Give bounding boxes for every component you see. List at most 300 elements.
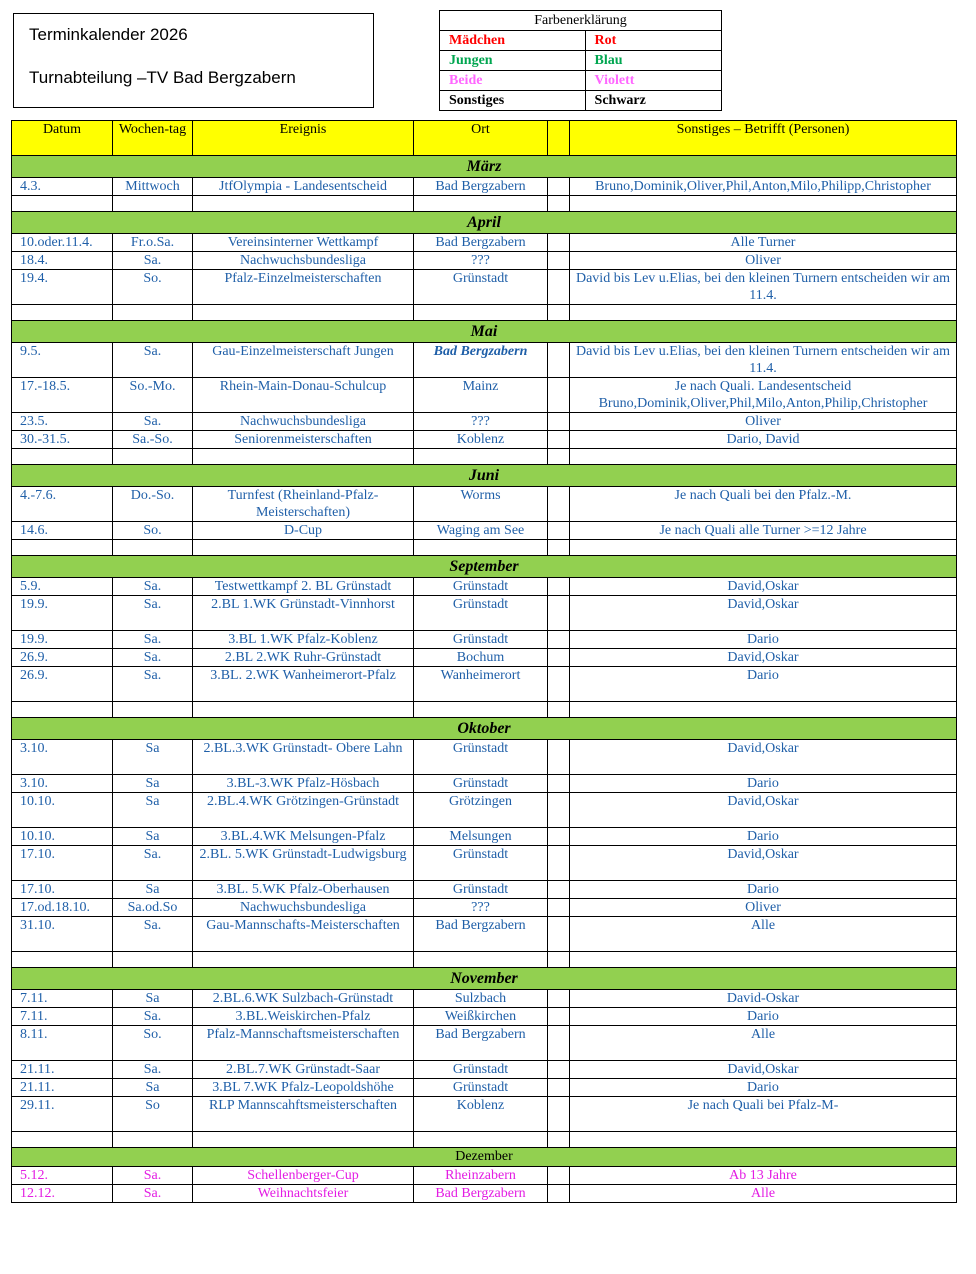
month-label: November	[12, 968, 957, 990]
event-cell: 2.BL 2.WK Ruhr-Grünstadt	[193, 649, 414, 667]
weekday-cell: Do.-So.	[113, 487, 193, 522]
column-header-blank	[548, 121, 570, 156]
month-header-row	[12, 718, 957, 740]
color-legend	[439, 10, 722, 111]
table-row	[12, 178, 957, 196]
event-cell: Pfalz-Einzelmeisterschaften	[193, 270, 414, 305]
blank-cell	[548, 1008, 570, 1026]
date-cell: 3.10.	[12, 775, 113, 793]
table-row	[12, 846, 957, 881]
location-cell: Bad Bergzabern	[414, 917, 548, 952]
location-cell: Grünstadt	[414, 740, 548, 775]
table-row	[12, 270, 957, 305]
column-header-ort: Ort	[414, 121, 548, 156]
weekday-cell: Sa.-So.	[113, 431, 193, 449]
location-cell: Mainz	[414, 378, 548, 413]
weekday-cell: Sa.	[113, 667, 193, 702]
event-cell: Schellenberger-Cup	[193, 1167, 414, 1185]
weekday-cell: Sa.	[113, 1008, 193, 1026]
location-cell: Bad Bergzabern	[414, 343, 548, 378]
date-cell: 10.oder.11.4.	[12, 234, 113, 252]
blank-cell	[548, 522, 570, 540]
event-cell: 2.BL.6.WK Sulzbach-Grünstadt	[193, 990, 414, 1008]
weekday-cell: Sa	[113, 828, 193, 846]
event-cell: Vereinsinterner Wettkampf	[193, 234, 414, 252]
event-cell: D-Cup	[193, 522, 414, 540]
event-cell: Gau-Mannschafts-Meisterschaften	[193, 917, 414, 952]
empty-cell	[548, 449, 570, 465]
empty-cell	[414, 449, 548, 465]
date-cell: 8.11.	[12, 1026, 113, 1061]
empty-cell	[113, 702, 193, 718]
weekday-cell: So.	[113, 270, 193, 305]
legend-row	[440, 31, 722, 51]
table-row	[12, 631, 957, 649]
persons-cell: Dario	[570, 667, 957, 702]
event-cell: Seniorenmeisterschaften	[193, 431, 414, 449]
location-cell: ???	[414, 252, 548, 270]
event-cell: Testwettkampf 2. BL Grünstadt	[193, 578, 414, 596]
spacer-row	[12, 305, 957, 321]
event-cell: 3.BL 1.WK Pfalz-Koblenz	[193, 631, 414, 649]
table-row	[12, 1167, 957, 1185]
empty-cell	[414, 305, 548, 321]
legend-title: Farbenerklärung	[440, 11, 722, 31]
persons-cell: Oliver	[570, 413, 957, 431]
spacer-row	[12, 952, 957, 968]
persons-cell: David-Oskar	[570, 990, 957, 1008]
table-row	[12, 740, 957, 775]
blank-cell	[548, 846, 570, 881]
persons-cell: Alle	[570, 1185, 957, 1203]
table-row	[12, 828, 957, 846]
event-cell: RLP Mannscahftsmeisterschaften	[193, 1097, 414, 1132]
table-row	[12, 881, 957, 899]
date-cell: 17.od.18.10.	[12, 899, 113, 917]
table-row	[12, 1061, 957, 1079]
location-cell: Grünstadt	[414, 631, 548, 649]
persons-cell: Alle	[570, 917, 957, 952]
empty-cell	[548, 305, 570, 321]
blank-cell	[548, 740, 570, 775]
empty-cell	[548, 540, 570, 556]
location-cell: Bochum	[414, 649, 548, 667]
weekday-cell: Sa.	[113, 596, 193, 631]
weekday-cell: Sa.	[113, 917, 193, 952]
weekday-cell: Sa.	[113, 1185, 193, 1203]
legend-row	[440, 71, 722, 91]
persons-cell: Bruno,Dominik,Oliver,Phil,Anton,Milo,Philipp,Christopher	[570, 178, 957, 196]
blank-cell	[548, 881, 570, 899]
date-cell: 30.-31.5.	[12, 431, 113, 449]
weekday-cell: Sa.	[113, 631, 193, 649]
date-cell: 29.11.	[12, 1097, 113, 1132]
column-header-ereignis: Ereignis	[193, 121, 414, 156]
date-cell: 26.9.	[12, 667, 113, 702]
blank-cell	[548, 378, 570, 413]
empty-cell	[548, 952, 570, 968]
empty-cell	[570, 449, 957, 465]
location-cell: Bad Bergzabern	[414, 1185, 548, 1203]
date-cell: 26.9.	[12, 649, 113, 667]
event-cell: JtfOlympia - Landesentscheid	[193, 178, 414, 196]
persons-cell: Oliver	[570, 252, 957, 270]
month-label: März	[12, 156, 957, 178]
date-cell: 31.10.	[12, 917, 113, 952]
weekday-cell: Sa	[113, 1079, 193, 1097]
legend-label: Jungen	[440, 51, 586, 71]
table-row	[12, 899, 957, 917]
empty-cell	[113, 449, 193, 465]
event-cell: 2.BL 1.WK Grünstadt-Vinnhorst	[193, 596, 414, 631]
location-cell: Grötzingen	[414, 793, 548, 828]
persons-cell: Je nach Quali. Landesentscheid Bruno,Dominik,Oliver,Phil,Milo,Anton,Philip,Christopher	[570, 378, 957, 413]
location-cell: Bad Bergzabern	[414, 178, 548, 196]
location-cell: ???	[414, 899, 548, 917]
weekday-cell: Sa	[113, 990, 193, 1008]
legend-label: Beide	[440, 71, 586, 91]
table-row	[12, 252, 957, 270]
event-cell: 3.BL.4.WK Melsungen-Pfalz	[193, 828, 414, 846]
empty-cell	[570, 540, 957, 556]
table-header-row	[12, 121, 957, 156]
table-row	[12, 431, 957, 449]
blank-cell	[548, 413, 570, 431]
table-row	[12, 487, 957, 522]
table-row	[12, 667, 957, 702]
persons-cell: David,Oskar	[570, 846, 957, 881]
blank-cell	[548, 917, 570, 952]
blank-cell	[548, 1097, 570, 1132]
table-row	[12, 990, 957, 1008]
weekday-cell: So	[113, 1097, 193, 1132]
date-cell: 21.11.	[12, 1079, 113, 1097]
column-header-personen: Sonstiges – Betrifft (Personen)	[570, 121, 957, 156]
weekday-cell: Sa	[113, 793, 193, 828]
empty-cell	[193, 540, 414, 556]
location-cell: Grünstadt	[414, 881, 548, 899]
weekday-cell: Fr.o.Sa.	[113, 234, 193, 252]
persons-cell: David,Oskar	[570, 596, 957, 631]
department-name: Turnabteilung –TV Bad Bergzabern	[29, 68, 296, 87]
blank-cell	[548, 990, 570, 1008]
empty-cell	[193, 702, 414, 718]
persons-cell: David,Oskar	[570, 649, 957, 667]
persons-cell: Je nach Quali bei Pfalz-M-	[570, 1097, 957, 1132]
weekday-cell: Sa	[113, 775, 193, 793]
blank-cell	[548, 631, 570, 649]
month-label: Dezember	[12, 1148, 957, 1167]
event-cell: 2.BL.3.WK Grünstadt- Obere Lahn	[193, 740, 414, 775]
empty-cell	[193, 305, 414, 321]
table-row	[12, 793, 957, 828]
location-cell: Grünstadt	[414, 846, 548, 881]
date-cell: 7.11.	[12, 990, 113, 1008]
month-header-row	[12, 1148, 957, 1167]
date-cell: 14.6.	[12, 522, 113, 540]
empty-cell	[414, 702, 548, 718]
persons-cell: Dario	[570, 828, 957, 846]
month-label: April	[12, 212, 957, 234]
empty-cell	[414, 952, 548, 968]
persons-cell: Dario, David	[570, 431, 957, 449]
table-row	[12, 1185, 957, 1203]
empty-cell	[414, 196, 548, 212]
location-cell: Bad Bergzabern	[414, 234, 548, 252]
persons-cell: Oliver	[570, 899, 957, 917]
month-header-row	[12, 968, 957, 990]
month-header-row	[12, 156, 957, 178]
legend-row	[440, 51, 722, 71]
persons-cell: Alle Turner	[570, 234, 957, 252]
event-cell: 3.BL. 5.WK Pfalz-Oberhausen	[193, 881, 414, 899]
date-cell: 5.12.	[12, 1167, 113, 1185]
empty-cell	[193, 952, 414, 968]
month-label: September	[12, 556, 957, 578]
persons-cell: David,Oskar	[570, 578, 957, 596]
date-cell: 19.9.	[12, 596, 113, 631]
weekday-cell: Sa	[113, 881, 193, 899]
event-cell: 3.BL-3.WK Pfalz-Hösbach	[193, 775, 414, 793]
location-cell: Rheinzabern	[414, 1167, 548, 1185]
date-cell: 9.5.	[12, 343, 113, 378]
blank-cell	[548, 667, 570, 702]
persons-cell: David,Oskar	[570, 793, 957, 828]
blank-cell	[548, 1061, 570, 1079]
column-header-wochentag: Wochen-tag	[113, 121, 193, 156]
event-cell: 2.BL. 5.WK Grünstadt-Ludwigsburg	[193, 846, 414, 881]
table-row	[12, 775, 957, 793]
blank-cell	[548, 899, 570, 917]
location-cell: Wanheimerort	[414, 667, 548, 702]
empty-cell	[570, 952, 957, 968]
empty-cell	[12, 952, 113, 968]
empty-cell	[113, 1132, 193, 1148]
weekday-cell: So.	[113, 522, 193, 540]
date-cell: 19.4.	[12, 270, 113, 305]
blank-cell	[548, 775, 570, 793]
persons-cell: Dario	[570, 631, 957, 649]
blank-cell	[548, 596, 570, 631]
weekday-cell: So.	[113, 1026, 193, 1061]
event-cell: 2.BL.4.WK Grötzingen-Grünstadt	[193, 793, 414, 828]
table-row	[12, 578, 957, 596]
column-header-datum: Datum	[12, 121, 113, 156]
persons-cell: David bis Lev u.Elias, bei den kleinen Turnern entscheiden wir am 11.4.	[570, 270, 957, 305]
empty-cell	[12, 449, 113, 465]
date-cell: 17.10.	[12, 846, 113, 881]
empty-cell	[570, 702, 957, 718]
empty-cell	[12, 1132, 113, 1148]
event-cell: 3.BL. 2.WK Wanheimerort-Pfalz	[193, 667, 414, 702]
location-cell: Waging am See	[414, 522, 548, 540]
persons-cell: Je nach Quali alle Turner >=12 Jahre	[570, 522, 957, 540]
location-cell: Grünstadt	[414, 578, 548, 596]
location-cell: Melsungen	[414, 828, 548, 846]
location-cell: Grünstadt	[414, 1061, 548, 1079]
blank-cell	[548, 343, 570, 378]
spacer-row	[12, 449, 957, 465]
weekday-cell: Sa.	[113, 413, 193, 431]
month-header-row	[12, 556, 957, 578]
date-cell: 12.12.	[12, 1185, 113, 1203]
table-row	[12, 1079, 957, 1097]
persons-cell: David bis Lev u.Elias, bei den kleinen Turnern entscheiden wir am 11.4.	[570, 343, 957, 378]
empty-cell	[12, 702, 113, 718]
blank-cell	[548, 178, 570, 196]
event-cell: Nachwuchsbundesliga	[193, 413, 414, 431]
weekday-cell: Sa.	[113, 1167, 193, 1185]
event-cell: Rhein-Main-Donau-Schulcup	[193, 378, 414, 413]
event-cell: Gau-Einzelmeisterschaft Jungen	[193, 343, 414, 378]
empty-cell	[193, 1132, 414, 1148]
table-row	[12, 1026, 957, 1061]
empty-cell	[193, 449, 414, 465]
blank-cell	[548, 234, 570, 252]
weekday-cell: So.-Mo.	[113, 378, 193, 413]
persons-cell: Dario	[570, 881, 957, 899]
event-cell: Turnfest (Rheinland-Pfalz-Meisterschaften)	[193, 487, 414, 522]
table-row	[12, 413, 957, 431]
table-row	[12, 917, 957, 952]
blank-cell	[548, 649, 570, 667]
table-row	[12, 1097, 957, 1132]
legend-value: Violett	[585, 71, 721, 91]
date-cell: 3.10.	[12, 740, 113, 775]
weekday-cell: Sa.	[113, 578, 193, 596]
weekday-cell: Sa.	[113, 252, 193, 270]
persons-cell: Alle	[570, 1026, 957, 1061]
weekday-cell: Sa	[113, 740, 193, 775]
spacer-row	[12, 196, 957, 212]
location-cell: ???	[414, 413, 548, 431]
persons-cell: David,Oskar	[570, 1061, 957, 1079]
weekday-cell: Sa.	[113, 343, 193, 378]
blank-cell	[548, 487, 570, 522]
table-row	[12, 1008, 957, 1026]
event-cell: 2.BL.7.WK Grünstadt-Saar	[193, 1061, 414, 1079]
empty-cell	[414, 540, 548, 556]
date-cell: 10.10.	[12, 793, 113, 828]
empty-cell	[414, 1132, 548, 1148]
persons-cell: Dario	[570, 1079, 957, 1097]
weekday-cell: Sa.od.So	[113, 899, 193, 917]
empty-cell	[113, 540, 193, 556]
location-cell: Bad Bergzabern	[414, 1026, 548, 1061]
empty-cell	[12, 305, 113, 321]
table-row	[12, 343, 957, 378]
month-header-row	[12, 321, 957, 343]
location-cell: Koblenz	[414, 1097, 548, 1132]
spacer-row	[12, 540, 957, 556]
empty-cell	[113, 305, 193, 321]
blank-cell	[548, 1079, 570, 1097]
table-row	[12, 522, 957, 540]
persons-cell: David,Oskar	[570, 740, 957, 775]
empty-cell	[193, 196, 414, 212]
weekday-cell: Sa.	[113, 1061, 193, 1079]
event-cell: Weihnachtsfeier	[193, 1185, 414, 1203]
empty-cell	[570, 1132, 957, 1148]
blank-cell	[548, 1167, 570, 1185]
date-cell: 4.-7.6.	[12, 487, 113, 522]
month-label: Juni	[12, 465, 957, 487]
empty-cell	[548, 196, 570, 212]
event-cell: 3.BL.Weiskirchen-Pfalz	[193, 1008, 414, 1026]
blank-cell	[548, 1026, 570, 1061]
persons-cell: Dario	[570, 775, 957, 793]
blank-cell	[548, 793, 570, 828]
location-cell: Sulzbach	[414, 990, 548, 1008]
empty-cell	[570, 196, 957, 212]
event-cell: Nachwuchsbundesliga	[193, 252, 414, 270]
title-box	[13, 13, 374, 108]
location-cell: Worms	[414, 487, 548, 522]
location-cell: Koblenz	[414, 431, 548, 449]
event-cell: 3.BL 7.WK Pfalz-Leopoldshöhe	[193, 1079, 414, 1097]
table-row	[12, 649, 957, 667]
weekday-cell: Sa.	[113, 846, 193, 881]
spacer-row	[12, 702, 957, 718]
month-header-row	[12, 212, 957, 234]
blank-cell	[548, 431, 570, 449]
blank-cell	[548, 270, 570, 305]
empty-cell	[113, 952, 193, 968]
legend-value: Schwarz	[585, 91, 721, 111]
spacer-row	[12, 1132, 957, 1148]
weekday-cell: Sa.	[113, 649, 193, 667]
empty-cell	[548, 702, 570, 718]
empty-cell	[113, 196, 193, 212]
month-label: Oktober	[12, 718, 957, 740]
empty-cell	[548, 1132, 570, 1148]
event-cell: Pfalz-Mannschaftsmeisterschaften	[193, 1026, 414, 1061]
persons-cell: Je nach Quali bei den Pfalz.-M.	[570, 487, 957, 522]
date-cell: 7.11.	[12, 1008, 113, 1026]
date-cell: 19.9.	[12, 631, 113, 649]
location-cell: Grünstadt	[414, 775, 548, 793]
table-row	[12, 234, 957, 252]
location-cell: Grünstadt	[414, 270, 548, 305]
date-cell: 10.10.	[12, 828, 113, 846]
empty-cell	[12, 540, 113, 556]
legend-row	[440, 91, 722, 111]
blank-cell	[548, 252, 570, 270]
blank-cell	[548, 1185, 570, 1203]
table-row	[12, 596, 957, 631]
legend-value: Rot	[585, 31, 721, 51]
date-cell: 23.5.	[12, 413, 113, 431]
date-cell: 4.3.	[12, 178, 113, 196]
location-cell: Weißkirchen	[414, 1008, 548, 1026]
date-cell: 17.-18.5.	[12, 378, 113, 413]
table-row	[12, 378, 957, 413]
event-cell: Nachwuchsbundesliga	[193, 899, 414, 917]
location-cell: Grünstadt	[414, 596, 548, 631]
blank-cell	[548, 828, 570, 846]
date-cell: 17.10.	[12, 881, 113, 899]
persons-cell: Ab 13 Jahre	[570, 1167, 957, 1185]
schedule-table	[11, 120, 957, 1203]
date-cell: 5.9.	[12, 578, 113, 596]
legend-value: Blau	[585, 51, 721, 71]
date-cell: 21.11.	[12, 1061, 113, 1079]
blank-cell	[548, 578, 570, 596]
month-header-row	[12, 465, 957, 487]
legend-label: Sonstiges	[440, 91, 586, 111]
location-cell: Grünstadt	[414, 1079, 548, 1097]
empty-cell	[12, 196, 113, 212]
